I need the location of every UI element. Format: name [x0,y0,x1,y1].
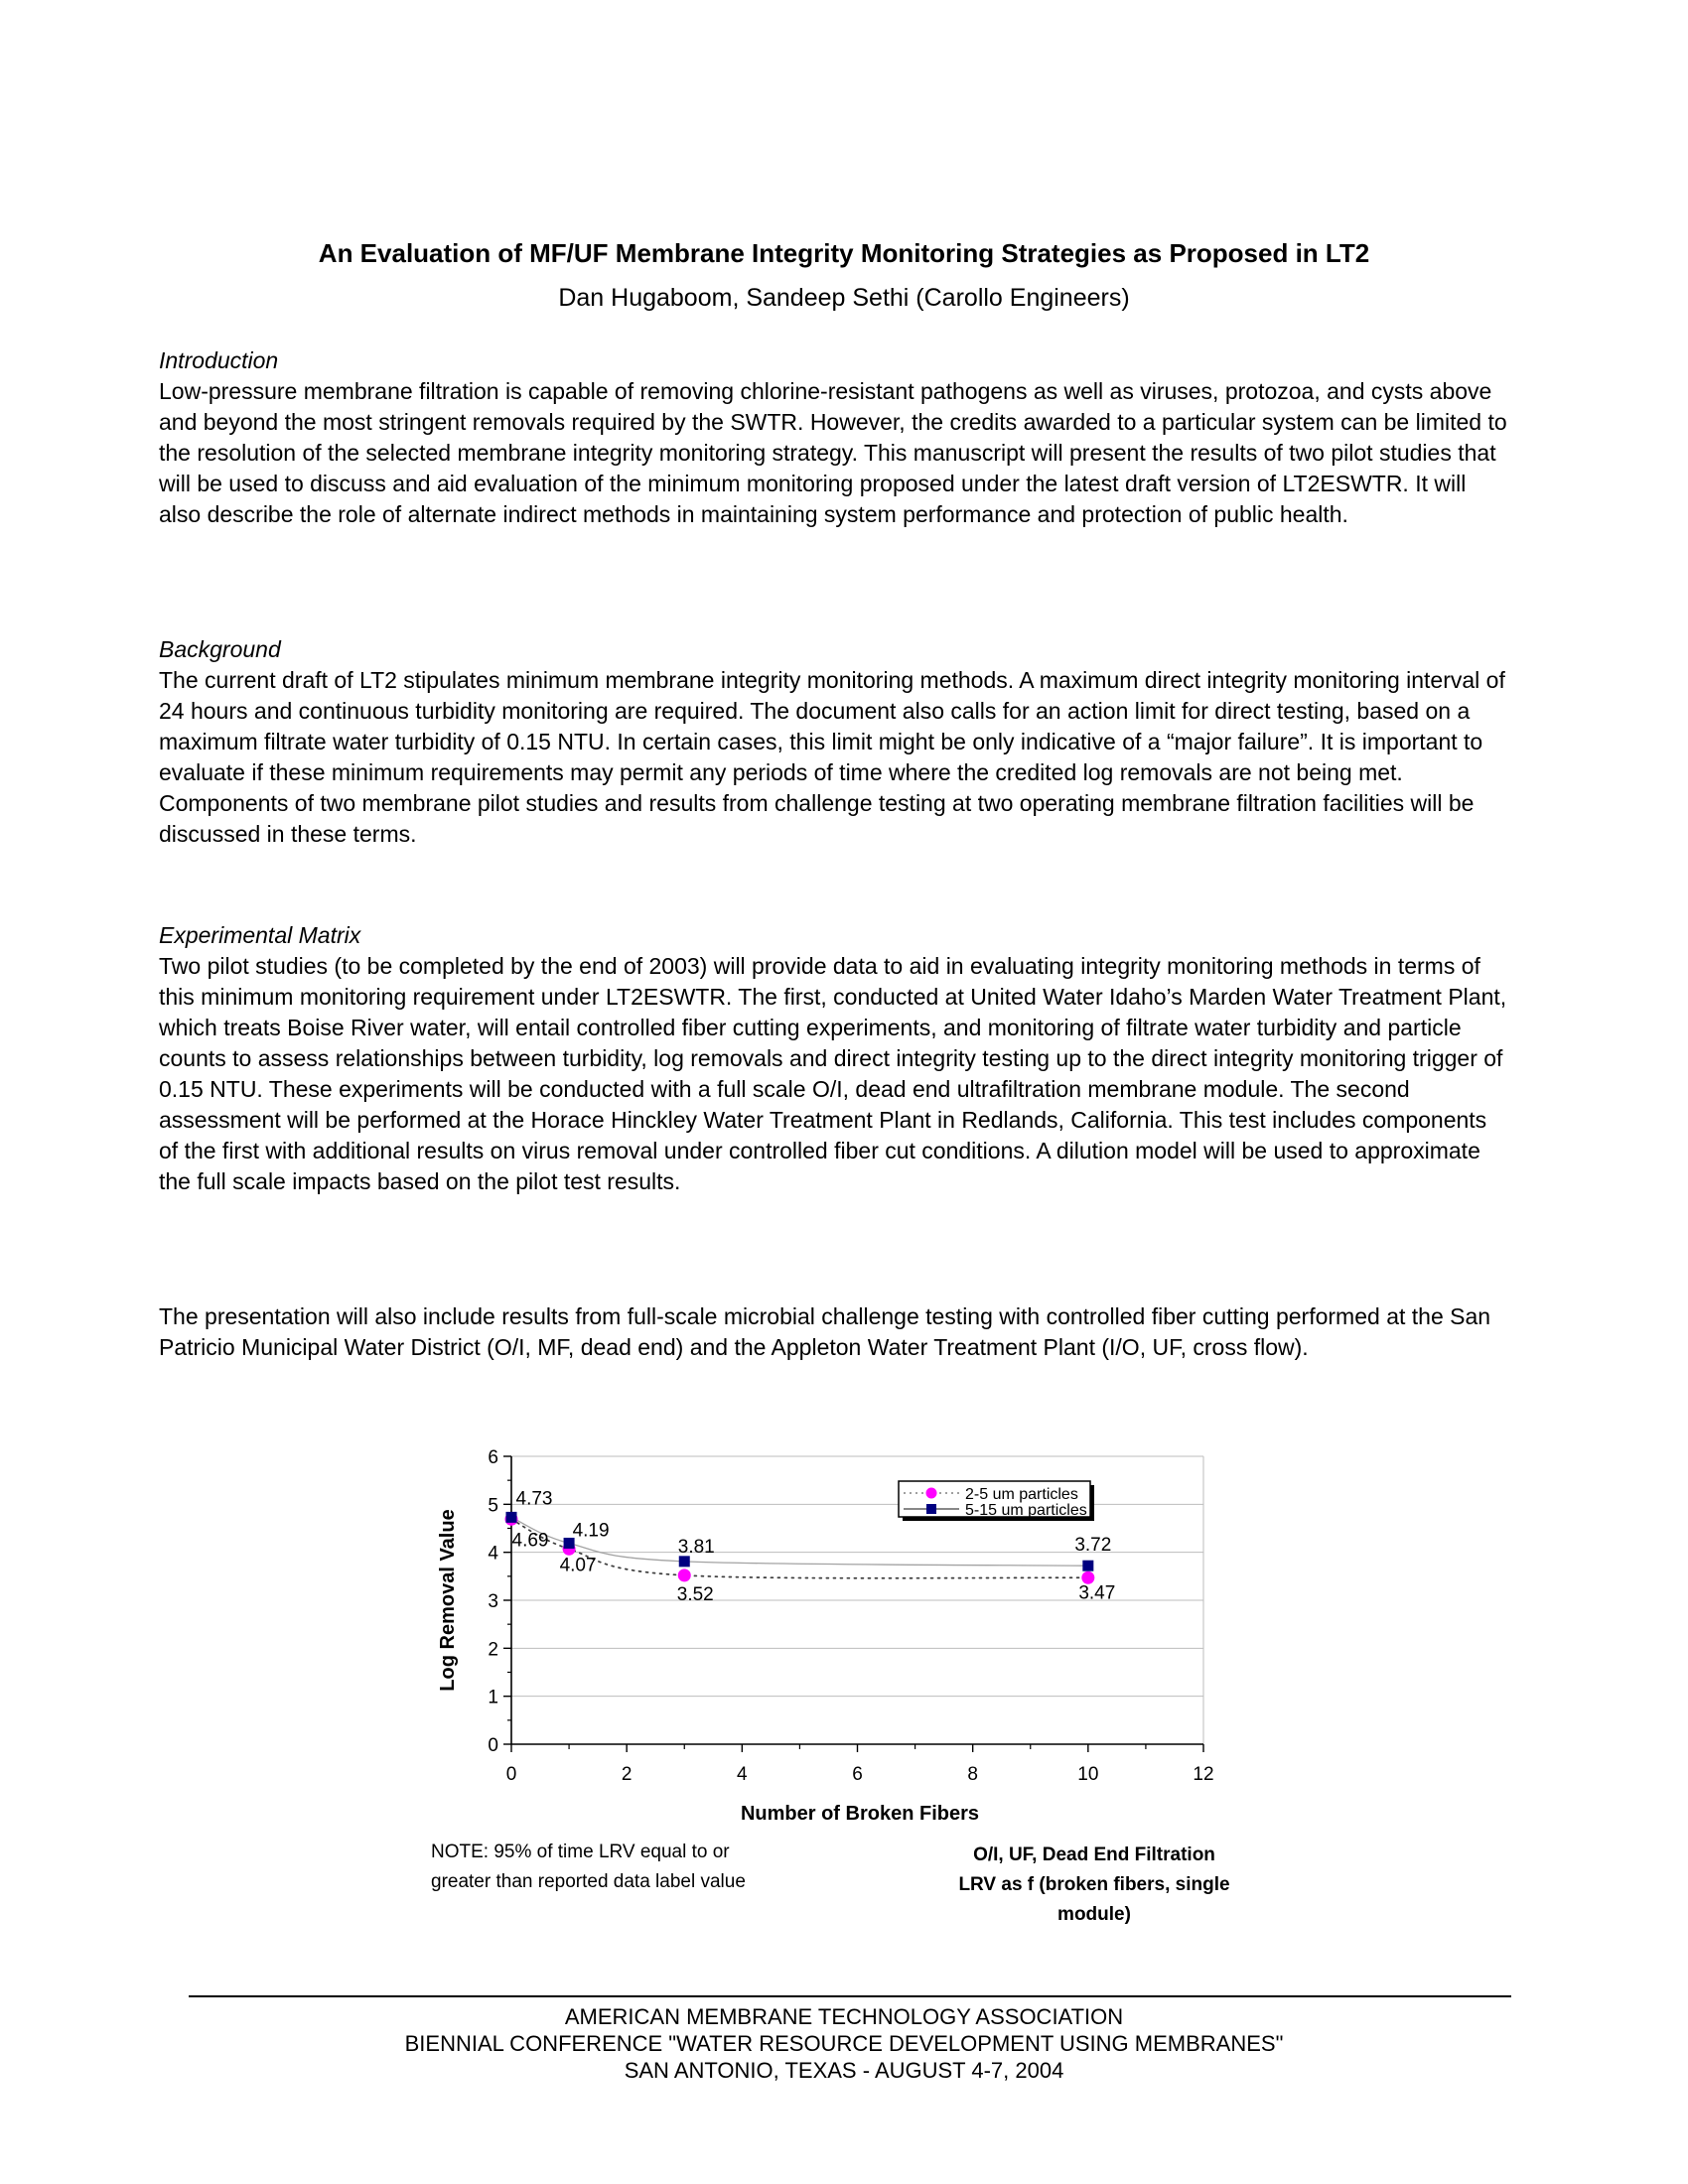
closing-paragraph: The presentation will also include results from full-scale microbial challenge testing with controlled fiber cutting performed at the San Patricio Municipal Water District (O/I, MF, dead end) and the Appleton Water Treatment Plant (I/O, UF, cross flow). [159,1303,1491,1360]
legend-entry-label: 5-15 um particles [965,1502,1087,1519]
marker-square-5-15um [506,1512,517,1523]
chart-note [431,1838,746,1897]
x-tick-label: 0 [505,1764,517,1785]
section-body-experimental-matrix: Two pilot studies (to be completed by the end of 2003) will provide data to aid in evaluating integrity monitoring methods in terms of this minimum monitoring requirement under LT2ESWTR. The first, conducted at United Water Idaho’s Marden Water Treatment Plant, which treats Boise River water, will entail controlled fiber cutting experiments, and monitoring of filtrate water turbidity and particle counts to assess relationships between turbidity, log removals and direct integrity testing up to the direct integrity monitoring trigger of 0.15 NTU. These experiments will be conducted with a full scale O/I, dead end ultrafiltration membrane module. The second assessment will be performed at the Horace Hinckley Water Treatment Plant in Redlands, California. This test includes components of the first with additional results on virus removal under controlled fiber cut conditions. A dilution model will be used to approximate the full scale impacts based on the pilot test results. [159,953,1507,1194]
section-heading-background: Background [159,636,281,662]
y-axis-title: Log Removal Value [437,1509,459,1692]
chart-caption-line2: LRV as f (broken fibers, single module) [958,1874,1230,1925]
y-tick-label: 3 [488,1591,498,1612]
footer-line2: BIENNIAL CONFERENCE "WATER RESOURCE DEVELOPMENT USING MEMBRANES" [404,2031,1284,2056]
footer-line1: AMERICAN MEMBRANE TECHNOLOGY ASSOCIATION [564,2004,1124,2029]
data-label: 4.07 [559,1555,597,1576]
data-label: 3.72 [1074,1535,1112,1557]
legend-marker-square [926,1504,936,1514]
data-label: 3.52 [676,1583,714,1605]
y-tick-label: 5 [488,1495,498,1517]
marker-circle-2-5um [678,1569,691,1581]
chart-note-line1: NOTE: 95% of time LRV equal to or [431,1842,730,1862]
page-footer [0,2003,1688,2084]
y-tick-label: 4 [488,1543,498,1565]
section-heading-experimental-matrix: Experimental Matrix [159,922,361,948]
legend-marker-circle [926,1488,937,1499]
x-tick-label: 4 [737,1764,748,1785]
section-introduction [159,345,1509,530]
data-label: 3.81 [677,1536,715,1558]
x-axis-title: Number of Broken Fibers [740,1803,980,1825]
paper-title: An Evaluation of MF/UF Membrane Integrity Monitoring Strategies as Proposed in LT2 [318,238,1370,268]
footer-divider [189,1995,1511,1997]
y-tick-label: 2 [488,1639,498,1661]
y-tick-label: 0 [488,1735,498,1756]
chart-caption-line1: O/I, UF, Dead End Filtration [973,1844,1215,1865]
lrv-line-chart [377,1410,1251,1886]
legend-entry-label: 2-5 um particles [965,1486,1078,1503]
data-label: 4.19 [572,1520,610,1542]
section-experimental-matrix [159,920,1509,1197]
section-body-background: The current draft of LT2 stipulates minimum membrane integrity monitoring methods. A maximum direct integrity monitoring interval of 24 hours and continuous turbidity monitoring are required. The document also calls for an action limit for direct testing, based on a maximum filtrate water turbidity of 0.15 NTU. In certain cases, this limit might be only indicative of a “major failure”. It is important to evaluate if these minimum requirements may permit any periods of time where the credited log removals are not being met. Components of two membrane pilot studies and results from challenge testing at two operating membrane filtration facilities will be discussed in these terms. [159,667,1505,847]
y-tick-label: 1 [488,1687,498,1708]
data-label: 4.73 [515,1488,553,1510]
data-label: 3.47 [1078,1582,1116,1604]
section-background [159,634,1509,850]
section-body-introduction: Low-pressure membrane filtration is capable of removing chlorine-resistant pathogens as well as viruses, protozoa, and cysts above and beyond the most stringent removals required by the SWTR. However, the credits awarded to a particular system can be limited to the resolution of the selected membrane integrity monitoring strategy. This manuscript will present the results of two pilot studies that will be used to discuss and aid evaluation of the minimum monitoring proposed under the latest draft version of LT2ESWTR. It will also describe the role of alternate indirect methods in maintaining system performance and protection of public health. [159,378,1507,527]
x-tick-label: 10 [1077,1764,1099,1785]
x-tick-label: 6 [852,1764,863,1785]
x-tick-label: 12 [1193,1764,1214,1785]
section-heading-introduction: Introduction [159,347,279,373]
chart-note-line2: greater than reported data label value [431,1871,746,1892]
chart-caption [925,1841,1263,1930]
marker-square-5-15um [1082,1561,1093,1571]
x-tick-label: 2 [621,1764,633,1785]
y-tick-label: 6 [488,1447,498,1468]
footer-line3: SAN ANTONIO, TEXAS - AUGUST 4-7, 2004 [624,2058,1064,2083]
legend [899,1481,1094,1521]
marker-square-5-15um [679,1556,690,1567]
data-label: 4.69 [511,1530,549,1552]
paper-authors: Dan Hugaboom, Sandeep Sethi (Carollo Engineers) [558,284,1130,312]
x-tick-label: 8 [967,1764,978,1785]
